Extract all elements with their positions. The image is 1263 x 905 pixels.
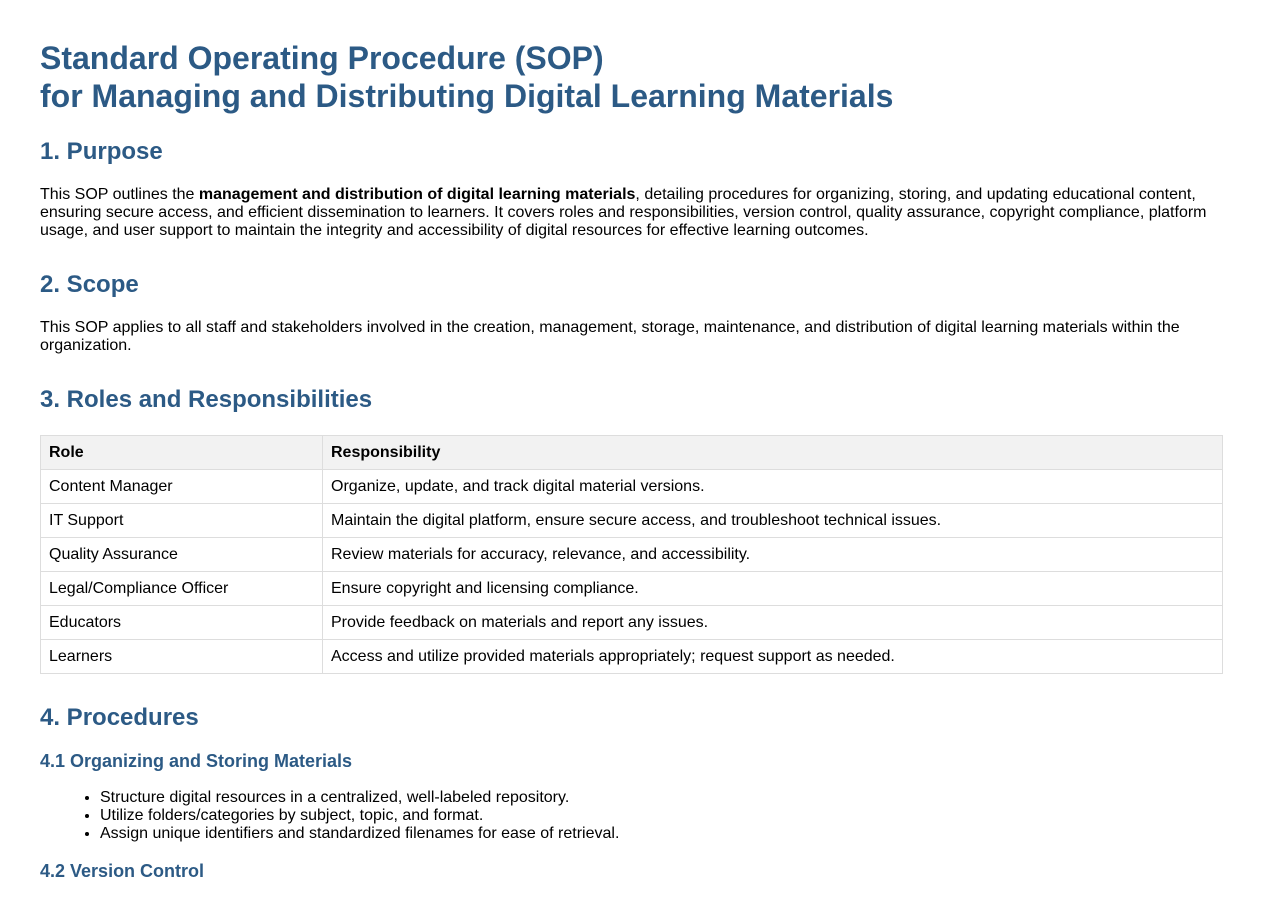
list-item: • Utilize folders/categories by subject, topic, and format.: [100, 807, 1223, 825]
role-cell: Educators: [41, 606, 323, 640]
roles-table: [40, 435, 1223, 674]
title-line-2: for Managing and Distributing Digital Learning Materials: [40, 78, 894, 114]
roles-heading: 3. Roles and Responsibilities: [40, 386, 373, 413]
responsibility-cell: Ensure copyright and licensing compliance.: [323, 572, 1223, 606]
purpose-text: [40, 186, 1223, 240]
role-cell: Content Manager: [41, 470, 323, 504]
table-row: [41, 504, 1223, 538]
title-line-1: Standard Operating Procedure (SOP): [40, 40, 604, 76]
table-row: [41, 470, 1223, 504]
table-row: [41, 538, 1223, 572]
purpose-heading: 1. Purpose: [40, 138, 163, 165]
table-header-row: [41, 436, 1223, 470]
responsibility-cell: Maintain the digital platform, ensure secure access, and troubleshoot technical issues.: [323, 504, 1223, 538]
table-row: [41, 606, 1223, 640]
subsection-heading-organizing: 4.1 Organizing and Storing Materials: [40, 751, 353, 771]
list-item: • Assign unique identifiers and standardized filenames for ease of retrieval.: [100, 825, 1223, 843]
table-row: [41, 640, 1223, 674]
purpose-text-start: This SOP outlines the: [40, 186, 199, 203]
responsibility-cell: Access and utilize provided materials appropriately; request support as needed.: [323, 640, 1223, 674]
role-cell: Learners: [41, 640, 323, 674]
table-row: [41, 572, 1223, 606]
role-cell: Quality Assurance: [41, 538, 323, 572]
list-item: • Structure digital resources in a centralized, well-labeled repository.: [100, 789, 1223, 807]
purpose-text-bold: management and distribution of digital learning materials: [198, 186, 636, 203]
column-header-role: Role: [41, 436, 323, 470]
responsibility-cell: Provide feedback on materials and report any issues.: [323, 606, 1223, 640]
scope-heading: 2. Scope: [40, 271, 139, 298]
column-header-responsibility: Responsibility: [323, 436, 1223, 470]
organizing-list: [40, 789, 1223, 843]
purpose-text-end: , detailing procedures for organizing, storing, and updating educational content, ensuring secure access, and efficient dissemination to learners. It covers roles and responsibilities, version control, quality assurance, copyright compliance, platform usage, and user support to maintain the integrity and accessibility of digital resources for effective learning outcomes.: [40, 186, 1207, 239]
subsection-heading-version-control: 4.2 Version Control: [40, 861, 205, 881]
responsibility-cell: Organize, update, and track digital material versions.: [323, 470, 1223, 504]
document-title: [40, 39, 1223, 115]
role-cell: IT Support: [41, 504, 323, 538]
role-cell: Legal/Compliance Officer: [41, 572, 323, 606]
scope-text: This SOP applies to all staff and stakeholders involved in the creation, management, storage, maintenance, and distribution of digital learning materials within the organization.: [40, 319, 1180, 354]
responsibility-cell: Review materials for accuracy, relevance, and accessibility.: [323, 538, 1223, 572]
procedures-heading: 4. Procedures: [40, 704, 199, 731]
